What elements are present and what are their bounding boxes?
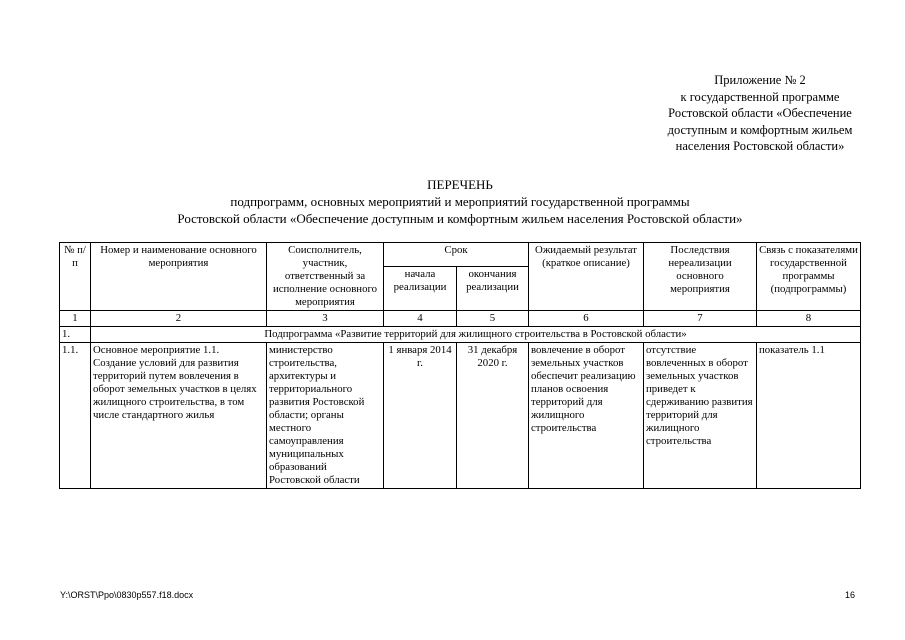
col-number: 3 xyxy=(267,311,384,327)
header-name: Номер и наименование основного мероприятия xyxy=(91,243,267,311)
col-number: 4 xyxy=(384,311,457,327)
row-result: вовлечение в оборот земельных участков обеспечит реализацию планов освоения территорий для жилищного строительства xyxy=(529,343,644,489)
appendix-line: Приложение № 2 xyxy=(714,73,806,87)
subprogram-title: Подпрограмма «Развитие территорий для жилищного строительства в Ростовской области» xyxy=(91,327,861,343)
document-title xyxy=(60,176,860,227)
appendix-header xyxy=(610,72,905,155)
row-name: Основное мероприятие 1.1. Создание условий для развития территорий путем вовлечения в оборот земельных участков в целях жилищного строительства, в том числе стандартного жилья xyxy=(91,343,267,489)
header-consequences: Последствия нереализации основного мероприятия xyxy=(644,243,757,311)
col-number: 1 xyxy=(60,311,91,327)
row-num: 1.1. xyxy=(60,343,91,489)
table-row xyxy=(60,343,861,489)
row-link: показатель 1.1 xyxy=(757,343,861,489)
title-line-2: Ростовской области «Обеспечение доступным и комфортным жильем населения Ростовской области» xyxy=(177,211,743,226)
row-executor: министерство строительства, архитектуры и территориального развития Ростовской области; органы местного самоуправления муниципальных образований Ростовской области xyxy=(267,343,384,489)
col-number: 5 xyxy=(457,311,529,327)
header-executor: Соисполнитель, участник, ответственный за исполнение основного мероприятия xyxy=(267,243,384,311)
header-result: Ожидаемый результат (краткое описание) xyxy=(529,243,644,311)
page-number: 16 xyxy=(845,590,856,600)
appendix-line: доступным и комфортным жильем xyxy=(667,122,853,137)
col-number: 2 xyxy=(91,311,267,327)
activities-table xyxy=(59,242,861,489)
header-num: № п/п xyxy=(60,243,91,311)
row-consequences: отсутствие вовлеченных в оборот земельных участков приведет к сдерживанию развития территорий для жилищного строительства xyxy=(644,343,757,489)
title-heading: ПЕРЕЧЕНЬ xyxy=(427,177,493,192)
header-row xyxy=(60,243,861,267)
appendix-line: к государственной программе xyxy=(680,89,840,104)
header-link: Связь с показателями государственной программы (подпрограммы) xyxy=(757,243,861,311)
row-start: 1 января 2014 г. xyxy=(384,343,457,489)
footer-file-path: Y:\ORST\Ppo\0830p557.f18.docx xyxy=(60,590,194,600)
row-end: 31 декабря 2020 г. xyxy=(457,343,529,489)
col-number: 6 xyxy=(529,311,644,327)
subprogram-row xyxy=(60,327,861,343)
appendix-line: населения Ростовской области» xyxy=(675,139,845,153)
col-number: 8 xyxy=(757,311,861,327)
header-end: окончания реализации xyxy=(457,267,529,311)
header-term: Срок xyxy=(384,243,529,267)
column-numbers-row xyxy=(60,311,861,327)
title-line-1: подпрограмм, основных мероприятий и мероприятий государственной программы xyxy=(230,194,690,209)
col-number: 7 xyxy=(644,311,757,327)
header-start: начала реализации xyxy=(384,267,457,311)
subprogram-num: 1. xyxy=(60,327,91,343)
appendix-line: Ростовской области «Обеспечение xyxy=(668,106,852,120)
